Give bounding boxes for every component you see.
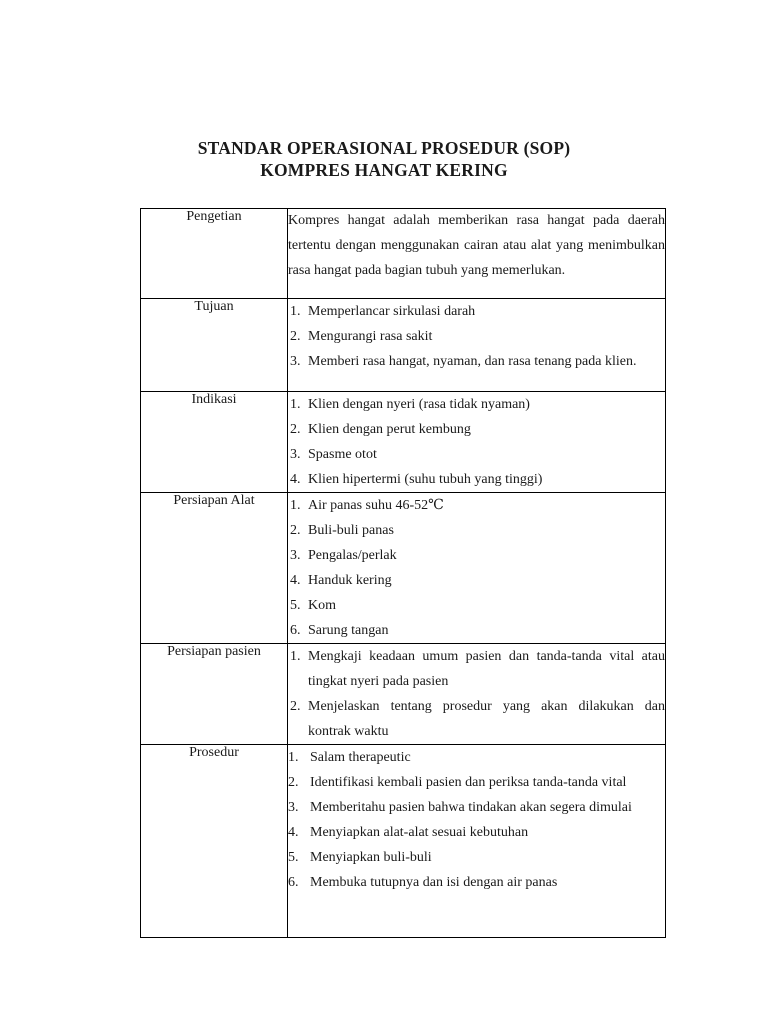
list-number: 5.	[288, 850, 299, 865]
list-item-text: Klien dengan nyeri (rasa tidak nyaman)	[308, 397, 530, 412]
list-number: 6.	[290, 623, 301, 638]
list-item-text: Menyiapkan alat-alat sesuai kebutuhan	[310, 825, 529, 840]
list-item	[288, 644, 665, 694]
pengetian-text: Kompres hangat adalah memberikan rasa hangat pada daerah tertentu dengan menggunakan cairan atau alat yang menimbulkan rasa hangat pada bagian tubuh yang memerlukan.	[288, 213, 665, 278]
list-item-text: Memberitahu pasien bahwa tindakan akan segera dimulai	[310, 800, 632, 815]
table-row-persiapan-pasien	[141, 644, 666, 745]
list-item-text: Buli-buli panas	[308, 523, 394, 538]
list-number: 3.	[290, 548, 301, 563]
row-content-persiapan-alat	[288, 493, 666, 644]
list-item-text: Memberi rasa hangat, nyaman, dan rasa tenang pada klien.	[308, 354, 637, 369]
list-number: 1.	[290, 649, 301, 664]
list-number: 2.	[290, 329, 301, 344]
list-number: 1.	[290, 498, 301, 513]
list-item	[288, 392, 665, 417]
document-title-line2: KOMPRES HANGAT KERING	[260, 160, 508, 180]
list-item	[288, 324, 665, 349]
tujuan-list	[288, 299, 665, 374]
row-content-indikasi	[288, 392, 666, 493]
list-number: 2.	[290, 523, 301, 538]
list-number: 2.	[290, 699, 301, 714]
list-item-text: Klien hipertermi (suhu tubuh yang tinggi)	[308, 472, 543, 487]
list-item-text: Spasme otot	[308, 447, 377, 462]
list-item	[288, 417, 665, 442]
list-number: 4.	[288, 825, 299, 840]
row-content-prosedur	[288, 745, 666, 938]
list-number: 4.	[290, 472, 301, 487]
row-label-pengetian: Pengetian	[141, 209, 288, 299]
list-item	[288, 442, 665, 467]
list-item-text: Membuka tutupnya dan isi dengan air panas	[310, 875, 558, 890]
sop-table	[140, 208, 666, 938]
list-number: 2.	[290, 422, 301, 437]
row-label-persiapan-alat: Persiapan Alat	[141, 493, 288, 644]
list-item-text: Mengurangi rasa sakit	[308, 329, 433, 344]
list-item-text: Mengkaji keadaan umum pasien dan tanda-tanda vital atau tingkat nyeri pada pasien	[308, 649, 665, 689]
list-item-text: Handuk kering	[308, 573, 392, 588]
persiapan-pasien-list	[288, 644, 665, 744]
list-item	[288, 518, 665, 543]
list-item-text: Pengalas/perlak	[308, 548, 397, 563]
list-number: 4.	[290, 573, 301, 588]
indikasi-list	[288, 392, 665, 492]
list-item-text: Kom	[308, 598, 336, 613]
row-label-indikasi: Indikasi	[141, 392, 288, 493]
list-item	[288, 870, 665, 895]
list-item	[288, 467, 665, 492]
list-item	[288, 694, 665, 744]
table-row-indikasi	[141, 392, 666, 493]
list-item-text: Memperlancar sirkulasi darah	[308, 304, 476, 319]
list-number: 1.	[290, 397, 301, 412]
list-number: 2.	[288, 775, 299, 790]
list-item	[288, 593, 665, 618]
list-item	[288, 543, 665, 568]
list-item-text: Salam therapeutic	[310, 750, 411, 765]
list-item-text: Air panas suhu 46-52℃	[308, 498, 444, 513]
row-label-persiapan-pasien: Persiapan pasien	[141, 644, 288, 745]
prosedur-list	[288, 745, 665, 895]
row-content-pengetian	[288, 209, 666, 299]
table-row-persiapan-alat	[141, 493, 666, 644]
list-item	[288, 349, 665, 374]
table-row-pengetian	[141, 209, 666, 299]
list-item	[288, 820, 665, 845]
document-title-line1: STANDAR OPERASIONAL PROSEDUR (SOP)	[197, 138, 571, 158]
list-item	[288, 795, 665, 820]
row-content-persiapan-pasien	[288, 644, 666, 745]
list-item	[288, 568, 665, 593]
list-number: 3.	[290, 447, 301, 462]
list-item-text: Menjelaskan tentang prosedur yang akan dilakukan dan kontrak waktu	[308, 699, 665, 739]
list-number: 6.	[288, 875, 299, 890]
list-number: 1.	[288, 750, 299, 765]
list-item-text: Menyiapkan buli-buli	[310, 850, 432, 865]
list-number: 1.	[290, 304, 301, 319]
list-item-text: Identifikasi kembali pasien dan periksa tanda-tanda vital	[310, 775, 627, 790]
list-item	[288, 493, 665, 518]
list-number: 3.	[290, 354, 301, 369]
list-item	[288, 845, 665, 870]
list-item	[288, 299, 665, 324]
list-item	[288, 745, 665, 770]
list-number: 3.	[288, 800, 299, 815]
row-label-tujuan: Tujuan	[141, 299, 288, 392]
persiapan-alat-list	[288, 493, 665, 643]
list-item	[288, 618, 665, 643]
table-row-prosedur	[141, 745, 666, 938]
row-content-tujuan	[288, 299, 666, 392]
list-number: 5.	[290, 598, 301, 613]
row-label-prosedur: Prosedur	[141, 745, 288, 938]
list-item-text: Klien dengan perut kembung	[308, 422, 471, 437]
list-item	[288, 770, 665, 795]
list-item-text: Sarung tangan	[308, 623, 389, 638]
table-row-tujuan	[141, 299, 666, 392]
